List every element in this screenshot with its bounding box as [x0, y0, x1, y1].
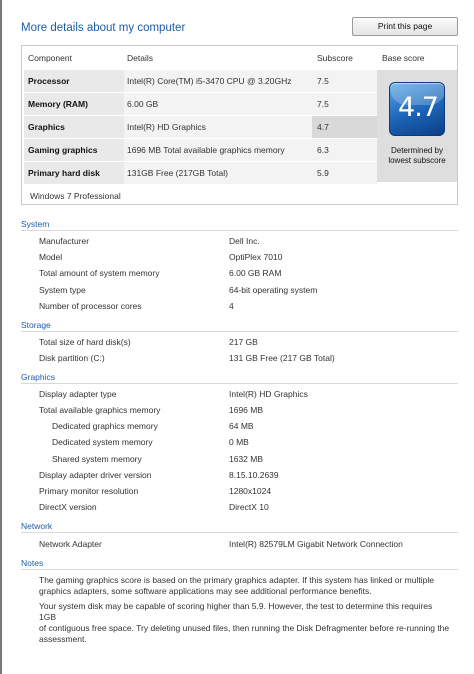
table-row — [22, 116, 377, 138]
detail-value: 0 MB — [229, 437, 249, 447]
detail-label: Manufacturer — [39, 236, 90, 246]
detail-label: Shared system memory — [52, 454, 142, 464]
component-details: 131GB Free (217GB Total) — [124, 162, 312, 184]
section-title-notes: Notes — [21, 558, 44, 568]
divider — [21, 383, 458, 384]
detail-label: System type — [39, 285, 86, 295]
score-table — [21, 45, 458, 205]
note-line: The gaming graphics score is based on the primary graphics adapter. If this system has linked or multiple — [39, 575, 434, 585]
component-subscore: 6.3 — [312, 139, 377, 161]
table-row — [22, 139, 377, 161]
detail-label: Display adapter driver version — [39, 470, 152, 480]
detail-label: Dedicated system memory — [52, 437, 153, 447]
base-score-badge-icon — [389, 82, 445, 136]
detail-value: Dell Inc. — [229, 236, 260, 246]
detail-value: 1696 MB — [229, 405, 264, 415]
base-score-note — [377, 146, 457, 166]
component-details: Intel(R) HD Graphics — [124, 116, 312, 138]
note-paragraph-graphics — [39, 575, 451, 597]
section-title-storage: Storage — [21, 320, 51, 330]
detail-value: 1280x1024 — [229, 486, 272, 496]
component-subscore: 5.9 — [312, 162, 377, 184]
detail-label: Total size of hard disk(s) — [39, 337, 131, 347]
column-header-base-score: Base score — [382, 53, 425, 63]
detail-label: Display adapter type — [39, 389, 117, 399]
component-details: 1696 MB Total available graphics memory — [124, 139, 312, 161]
component-details: Intel(R) Core(TM) i5-3470 CPU @ 3.20GHz — [124, 70, 312, 92]
divider — [21, 230, 458, 231]
base-score-panel — [377, 70, 457, 182]
component-name: Gaming graphics — [24, 139, 124, 161]
base-score-value: 4.7 — [398, 92, 438, 123]
table-row — [22, 162, 377, 184]
detail-label: Disk partition (C:) — [39, 353, 105, 363]
divider — [21, 569, 458, 570]
base-note-line-1: Determined by — [390, 146, 444, 155]
detail-value: 131 GB Free (217 GB Total) — [229, 353, 335, 363]
component-name: Primary hard disk — [24, 162, 124, 184]
column-header-subscore: Subscore — [317, 53, 353, 63]
detail-value: 64-bit operating system — [229, 285, 318, 295]
section-title-system: System — [21, 219, 50, 229]
note-paragraph-disk — [39, 601, 451, 645]
detail-value: DirectX 10 — [229, 502, 269, 512]
detail-value: 8.15.10.2639 — [229, 470, 279, 480]
column-header-component: Component — [28, 53, 72, 63]
table-row — [22, 93, 377, 115]
detail-label: Number of processor cores — [39, 301, 142, 311]
detail-label: Dedicated graphics memory — [52, 421, 158, 431]
detail-value: 4 — [229, 301, 234, 311]
component-name: Graphics — [24, 116, 124, 138]
detail-label: Primary monitor resolution — [39, 486, 139, 496]
base-note-line-2: lowest subscore — [388, 156, 446, 165]
component-subscore: 7.5 — [312, 70, 377, 92]
detail-value: Intel(R) HD Graphics — [229, 389, 308, 399]
detail-label: Total amount of system memory — [39, 268, 160, 278]
detail-value: 217 GB — [229, 337, 258, 347]
page-title: More details about my computer — [21, 22, 186, 34]
component-subscore: 4.7 — [312, 116, 377, 138]
component-name: Processor — [24, 70, 124, 92]
note-line: assessment. — [39, 634, 87, 644]
divider — [21, 532, 458, 533]
detail-label: Model — [39, 252, 63, 262]
print-page-button[interactable]: Print this page — [352, 17, 458, 36]
note-line: Your system disk may be capable of scoring higher than 5.9. However, the test to determine this requires 1GB — [39, 601, 433, 622]
component-details: 6.00 GB — [124, 93, 312, 115]
detail-label: DirectX version — [39, 502, 97, 512]
note-line: of contiguous free space. Try deleting unused files, then running the Disk Defragmenter before re-running the — [39, 623, 450, 633]
table-row — [22, 70, 377, 92]
detail-value: Intel(R) 82579LM Gigabit Network Connection — [229, 539, 403, 549]
column-header-details: Details — [127, 53, 153, 63]
note-line: graphics adapters, some software applications may see additional performance benefits. — [39, 586, 372, 596]
os-edition: Windows 7 Professional — [30, 191, 121, 201]
component-name: Memory (RAM) — [24, 93, 124, 115]
detail-label: Total available graphics memory — [39, 405, 161, 415]
component-subscore: 7.5 — [312, 93, 377, 115]
section-title-graphics: Graphics — [21, 372, 56, 382]
detail-value: 6.00 GB RAM — [229, 268, 282, 278]
section-title-network: Network — [21, 521, 53, 531]
divider — [21, 331, 458, 332]
detail-value: 64 MB — [229, 421, 254, 431]
detail-label: Network Adapter — [39, 539, 102, 549]
detail-value: 1632 MB — [229, 454, 264, 464]
detail-value: OptiPlex 7010 — [229, 252, 283, 262]
